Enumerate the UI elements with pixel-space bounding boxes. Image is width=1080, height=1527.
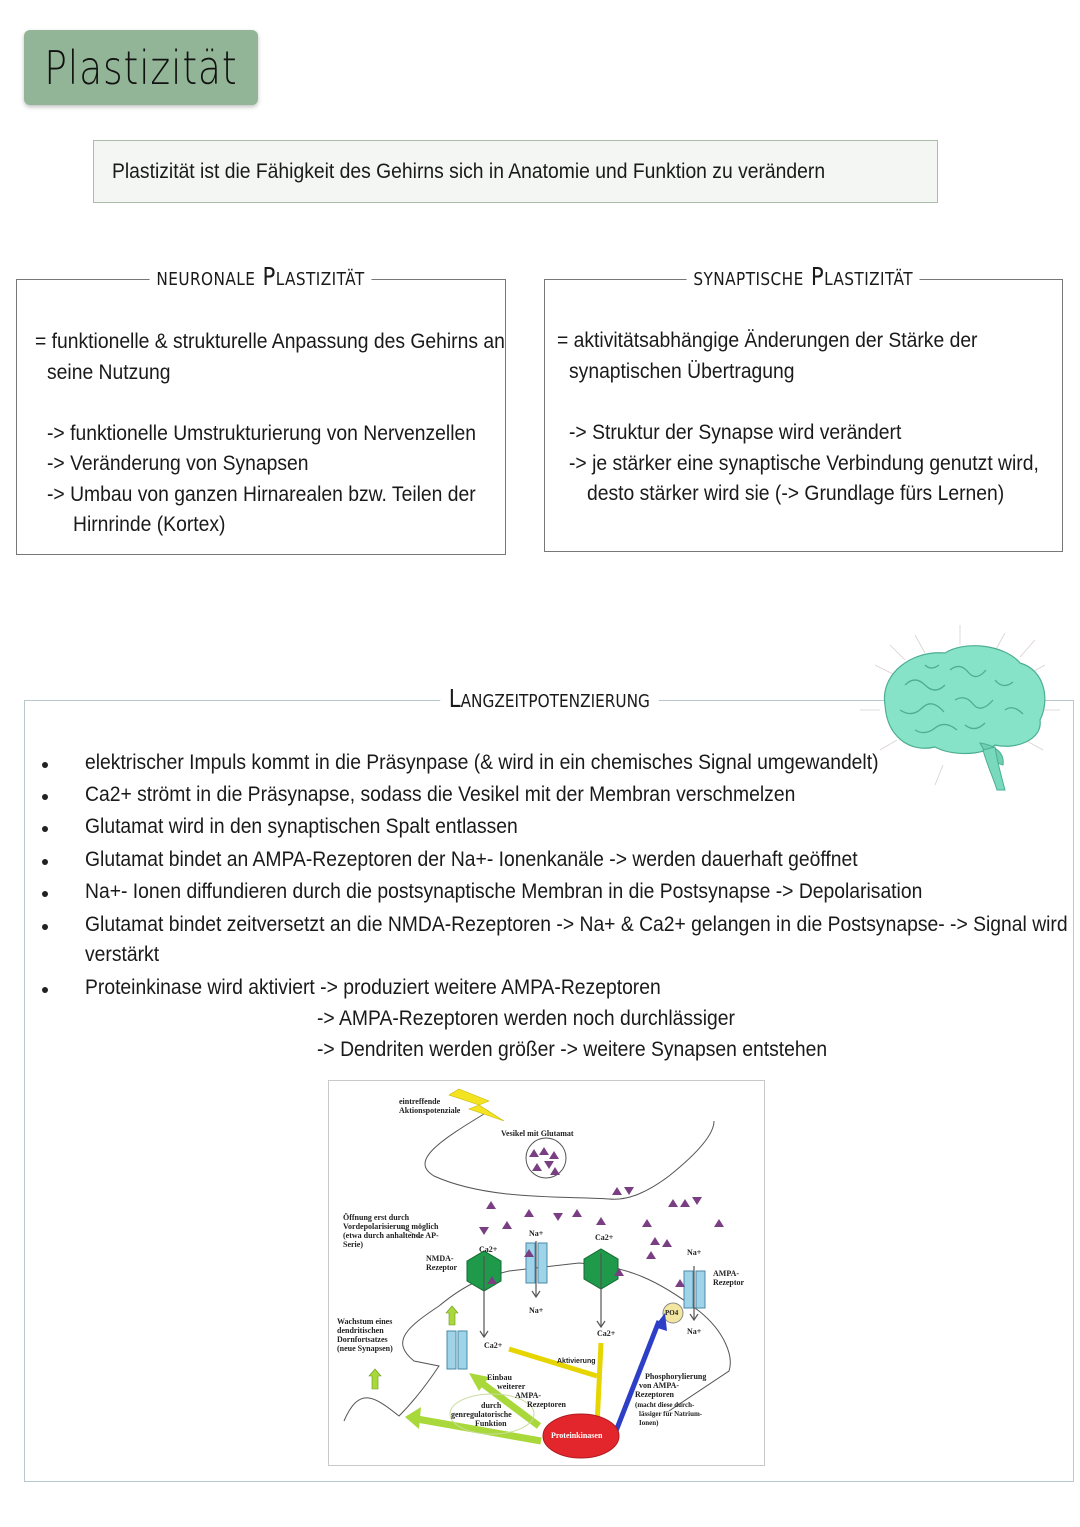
insertion-label: AMPA- xyxy=(515,1391,542,1400)
bullet-dot xyxy=(42,859,48,865)
growth-label: Dornfortsatzes xyxy=(337,1335,388,1344)
ltp-subpoint: -> AMPA-Rezeptoren werden noch durchlässiger xyxy=(317,1007,735,1030)
vesicle-label: Vesikel mit Glutamat xyxy=(501,1129,574,1138)
ion-label: Ca2+ xyxy=(479,1245,498,1254)
ampa-label: AMPA- xyxy=(713,1269,740,1278)
neuronal-point: -> Veränderung von Synapsen xyxy=(47,452,309,475)
bullet-dot xyxy=(42,987,48,993)
ltp-bullet: Proteinkinase wird aktiviert -> produziert weitere AMPA-Rezeptoren xyxy=(85,976,661,999)
bullet-dot xyxy=(42,762,48,768)
neuronal-plasticity-title: neuronale Plastizität xyxy=(150,262,372,291)
phosphorylation-label: Ionen) xyxy=(639,1419,659,1427)
ampa-label: Rezeptor xyxy=(713,1278,745,1287)
ltp-subpoint: -> Dendriten werden größer -> weitere Synapsen entstehen xyxy=(317,1038,828,1061)
nmda-note: Vordepolarisierung möglich xyxy=(343,1222,439,1231)
synaptic-plasticity-title: synaptische Plastizität xyxy=(687,262,920,291)
ion-label: Ca2+ xyxy=(484,1341,503,1350)
nmda-note: Öffnung erst durch xyxy=(343,1213,410,1222)
neuronal-point: -> funktionelle Umstrukturierung von Nervenzellen xyxy=(47,422,477,445)
phosphorylation-label: Rezeptoren xyxy=(635,1390,674,1399)
gene-label: Funktion xyxy=(475,1419,507,1428)
nmda-label: NMDA- xyxy=(426,1254,454,1263)
po4-label: PO4 xyxy=(665,1309,679,1317)
phosphorylation-label: lässiger für Natrium- xyxy=(639,1410,703,1418)
phosphorylation-label: Phosphorylierung xyxy=(645,1372,707,1381)
phosphorylation-label: von AMPA- xyxy=(639,1381,680,1390)
kinase-label: Proteinkinasen xyxy=(551,1431,603,1440)
ion-label: Na+ xyxy=(687,1248,702,1257)
growth-label: Wachstum eines xyxy=(337,1317,393,1326)
nmda-label: Rezeptor xyxy=(426,1263,458,1272)
page-title: Plastizität xyxy=(44,40,238,95)
ap-label: eintreffende xyxy=(399,1097,441,1106)
definition-text: Plastizität ist die Fähigkeit des Gehirns sich in Anatomie und Funktion zu verändern xyxy=(112,159,826,183)
synaptic-point: -> Struktur der Synapse wird verändert xyxy=(569,421,902,444)
phosphorylation-label: (macht diese durch- xyxy=(635,1401,695,1409)
gene-label: durch xyxy=(481,1401,502,1410)
ltp-bullet: elektrischer Impuls kommt in die Präsynpase (& wird in ein chemisches Signal umgewandelt) xyxy=(85,751,879,774)
page-title-badge xyxy=(24,30,258,105)
growth-label: (neue Synapsen) xyxy=(337,1344,393,1353)
ltp-synapse-diagram xyxy=(328,1080,765,1466)
ion-label: Na+ xyxy=(687,1327,702,1336)
activation-label: Aktivierung xyxy=(557,1358,596,1365)
bullet-dot xyxy=(42,924,48,930)
ion-label: Ca2+ xyxy=(597,1329,616,1338)
synaptic-plasticity-card xyxy=(544,262,1063,552)
gene-label: genregulatorische xyxy=(451,1410,512,1419)
insertion-label: Einbau xyxy=(487,1373,512,1382)
growth-label: dendritischen xyxy=(337,1326,384,1335)
bullet-dot xyxy=(42,891,48,897)
synaptic-definition-line: = aktivitätsabhängige Änderungen der Stärke der xyxy=(557,329,978,352)
synaptic-point: -> je stärker eine synaptische Verbindung genutzt wird, xyxy=(569,452,1039,475)
ltp-bullet: Glutamat bindet an AMPA-Rezeptoren der Na+- Ionenkanäle -> werden dauerhaft geöffnet xyxy=(85,848,858,871)
ltp-bullet: Na+- Ionen diffundieren durch die postsynaptische Membran in die Postsynapse -> Depolarisation xyxy=(85,880,923,903)
nmda-note: (etwa durch anhaltende AP- xyxy=(343,1231,439,1240)
synaptic-definition-line: synaptischen Übertragung xyxy=(569,360,795,383)
nmda-note: Serie) xyxy=(343,1240,363,1249)
ion-label: Ca2+ xyxy=(595,1233,614,1242)
ap-label: Aktionspotenziale xyxy=(399,1106,461,1115)
ltp-title: Langzeitpotenzierung xyxy=(440,684,658,713)
neuronal-definition-line: seine Nutzung xyxy=(47,361,171,384)
ltp-bullet: Glutamat bindet zeitversetzt an die NMDA-Rezeptoren -> Na+ & Ca2+ gelangen in die Postsynapse- -> Signal wird xyxy=(85,913,1068,936)
ltp-bullet: Glutamat wird in den synaptischen Spalt entlassen xyxy=(85,815,518,838)
insertion-label: Rezeptoren xyxy=(527,1400,566,1409)
ltp-bullet-continued: verstärkt xyxy=(85,943,160,966)
bullet-dot xyxy=(42,826,48,832)
synaptic-point: desto stärker wird sie (-> Grundlage fürs Lernen) xyxy=(587,482,1005,505)
neuronal-point: Hirnrinde (Kortex) xyxy=(73,513,226,536)
neuronal-definition-line: = funktionelle & strukturelle Anpassung des Gehirns an xyxy=(35,330,505,353)
ion-label: Na+ xyxy=(529,1306,544,1315)
ltp-bullet: Ca2+ strömt in die Präsynapse, sodass die Vesikel mit der Membran verschmelzen xyxy=(85,783,796,806)
neuronal-plasticity-card xyxy=(16,262,506,555)
insertion-label: weiterer xyxy=(497,1382,526,1391)
neuronal-point: -> Umbau von ganzen Hirnarealen bzw. Teilen der xyxy=(47,483,476,506)
ion-label: Na+ xyxy=(529,1229,544,1238)
bullet-dot xyxy=(42,794,48,800)
brain-icon xyxy=(855,625,1065,795)
definition-box xyxy=(93,140,938,203)
